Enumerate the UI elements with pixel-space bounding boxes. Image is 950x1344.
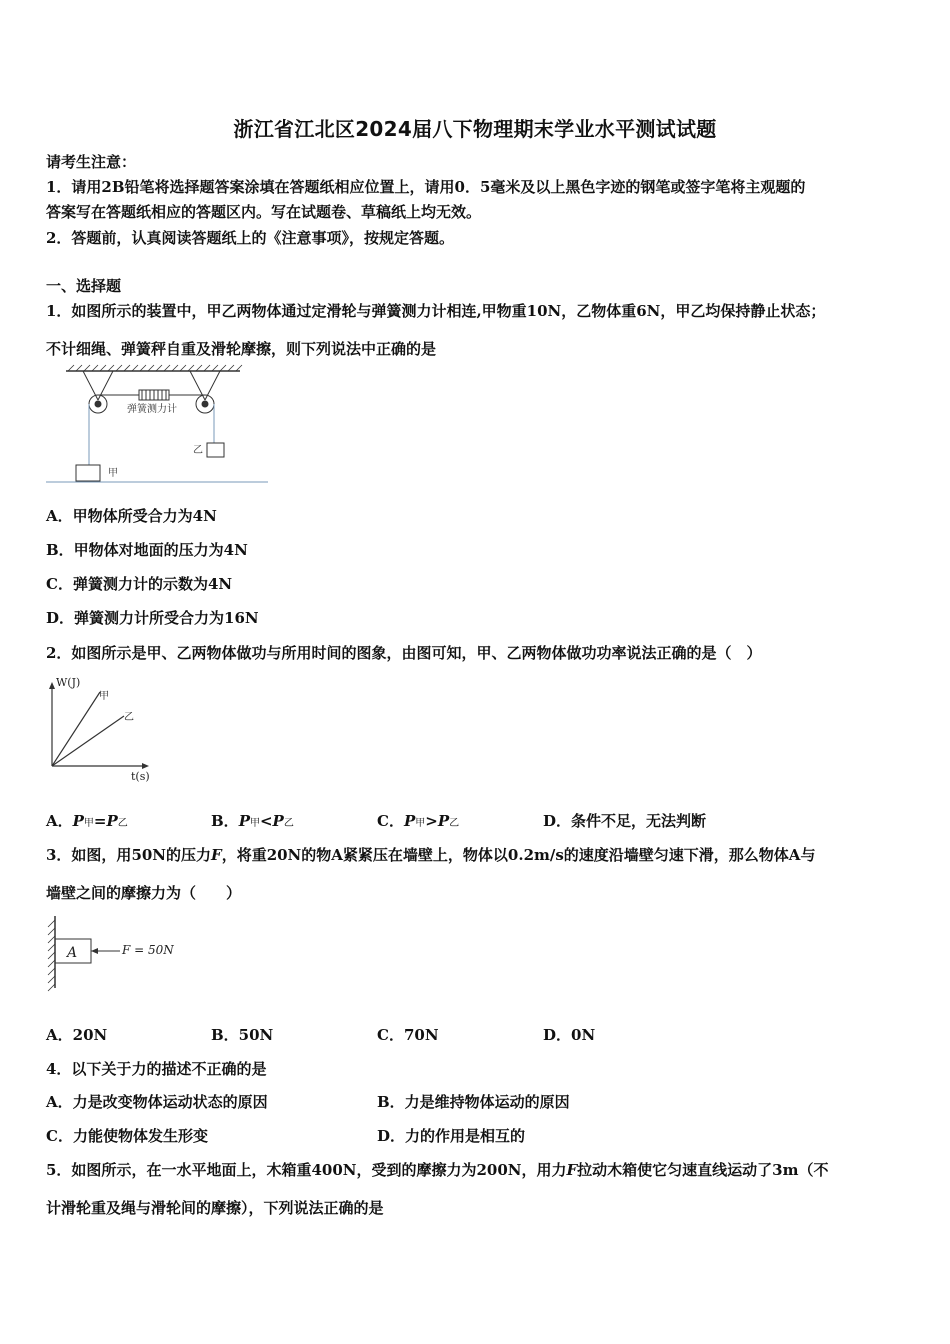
q1-stem-b: 不计细绳、弹簧秤自重及滑轮摩擦，则下列说法中正确的是 xyxy=(46,340,437,358)
q3-figure xyxy=(40,914,180,992)
q2-option-d: D．条件不足，无法判断 xyxy=(543,812,707,830)
page-title: 浙江省江北区2024届八下物理期末学业水平测试试题 xyxy=(233,117,717,141)
q4-option-c: C．力能使物体发生形变 xyxy=(46,1127,208,1145)
q3-option-b: B．50N xyxy=(211,1026,274,1044)
y-axis-label: W(J) xyxy=(56,676,81,689)
object-a-label: 甲 xyxy=(108,468,118,479)
notice-line-2: 2．答题前，认真阅读答题纸上的《注意事项》，按规定答题。 xyxy=(46,229,454,247)
notice-heading: 请考生注意： xyxy=(46,153,137,171)
q1-figure xyxy=(46,362,271,490)
q2-option-a: A．P甲=P乙 xyxy=(46,812,128,830)
q2-figure xyxy=(40,672,158,788)
q1-option-d: D．弹簧测力计所受合力为16N xyxy=(46,609,259,627)
q1-option-b: B．甲物体对地面的压力为4N xyxy=(46,541,248,559)
notice-line-1a: 1．请用2B铅笔将选择题答案涂填在答题纸相应位置上，请用0．5毫米及以上黑色字迹的钢笔或签字笔将主观题的 xyxy=(46,178,806,196)
q3-option-d: D．0N xyxy=(543,1026,596,1044)
q3-stem-a: 3．如图，用50N的压力F，将重20N的物A紧紧压在墙壁上，物体以0.2m/s的速度沿墙壁匀速下滑，那么物体A与 xyxy=(46,846,816,864)
q5-stem-b: 计滑轮重及绳与滑轮间的摩擦），下列说法正确的是 xyxy=(46,1199,384,1217)
line-b-label: 乙 xyxy=(124,712,134,723)
q1-option-c: C．弹簧测力计的示数为4N xyxy=(46,575,233,593)
section-heading: 一、选择题 xyxy=(46,277,122,295)
q1-option-a: A．甲物体所受合力为4N xyxy=(46,507,217,525)
q1-stem-a: 1．如图所示的装置中，甲乙两物体通过定滑轮与弹簧测力计相连,甲物重10N，乙物体重6N，甲乙均保持静止状态； xyxy=(46,302,826,320)
line-a-label: 甲 xyxy=(99,691,109,702)
q3-option-a: A．20N xyxy=(46,1026,108,1044)
object-b-label: 乙 xyxy=(193,445,203,456)
q2-option-c: C．P甲>P乙 xyxy=(377,812,460,830)
q5-stem-a: 5．如图所示，在一水平地面上，木箱重400N，受到的摩擦力为200N，用力F拉动木箱使它匀速直线运动了3m（不 xyxy=(46,1161,829,1179)
q3-option-c: C．70N xyxy=(377,1026,439,1044)
x-axis-label: t(s) xyxy=(131,770,150,783)
q3-stem-b: 墙壁之间的摩擦力为（ ） xyxy=(46,884,242,902)
q2-option-b: B．P甲<P乙 xyxy=(211,812,294,830)
q4-stem: 4．以下关于力的描述不正确的是 xyxy=(46,1060,267,1078)
block-a-label: A xyxy=(67,945,78,961)
force-label: F = 50N xyxy=(122,943,174,957)
q4-option-b: B．力是维持物体运动的原因 xyxy=(377,1093,570,1111)
q4-option-d: D．力的作用是相互的 xyxy=(377,1127,526,1145)
spring-scale-label: 弹簧测力计 xyxy=(127,404,177,415)
q2-stem: 2．如图所示是甲、乙两物体做功与所用时间的图象，由图可知，甲、乙两物体做功功率说法正确的是（ ） xyxy=(46,644,762,662)
q4-option-a: A．力是改变物体运动状态的原因 xyxy=(46,1093,268,1111)
notice-line-1b: 答案写在答题纸相应的答题区内。写在试题卷、草稿纸上均无效。 xyxy=(46,203,482,221)
